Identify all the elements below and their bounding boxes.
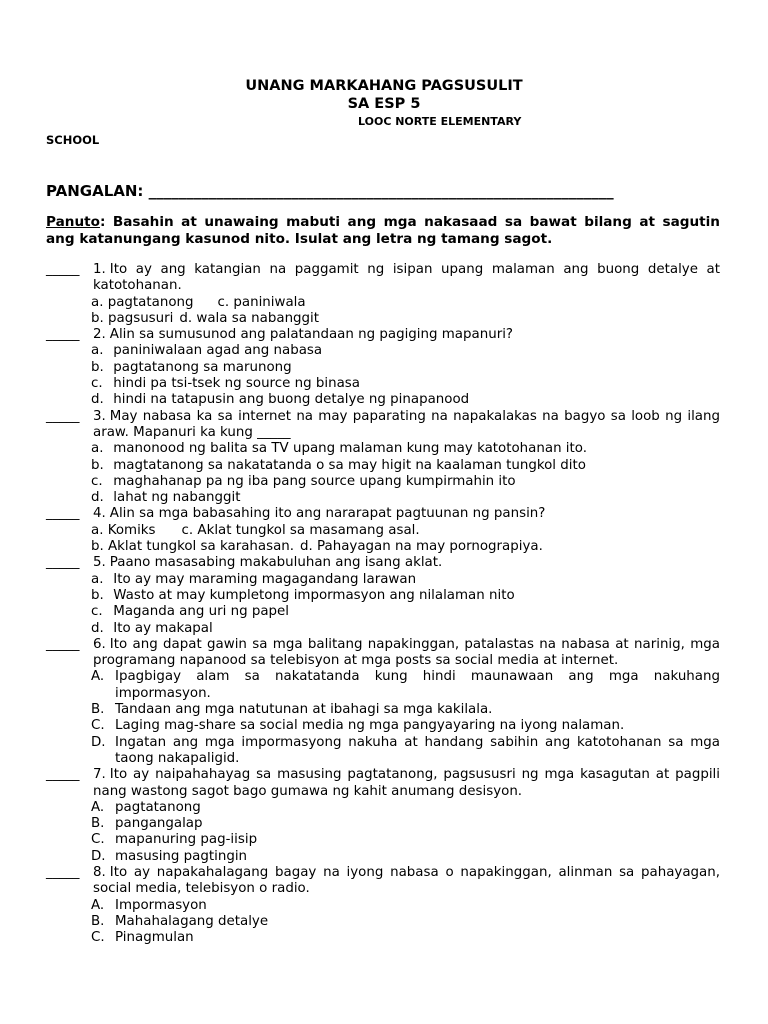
choice-text: pagtatanong [115,799,201,815]
choice-letter: c. [91,473,103,489]
answer-blank: _____ [46,636,80,652]
choice-text: lahat ng nabanggit [113,490,241,506]
instructions [46,214,720,248]
question-number: 3. [93,408,106,424]
question-item [46,327,720,408]
choice [46,376,720,392]
choice-text: manonood ng balita sa TV upang malaman kung may katotohanan ito. [113,441,587,457]
question-item [46,262,720,327]
choice-letter: A. [91,799,105,815]
question-text: Ito ay napakahalagang bagay na iyong nabasa o napakinggan, alinman sa pahayagan, social media, telebisyon o radio. [93,864,720,897]
question-item [46,506,720,555]
choice-letter: b. [91,587,104,603]
choice-letter: B. [91,816,105,832]
name-field: PANGALAN: ______________________________________________________________ [46,182,614,200]
choice [46,669,720,702]
question-text: Ito ang dapat gawin sa mga balitang napakinggan, patalastas na nabasa at narinig, mga programang napanood sa telebisyon at mga posts sa social media at internet. [93,636,720,669]
choice-text: Laging mag-share sa social media ng mga pangyayaring na iyong nalaman. [115,718,625,734]
choice-text: Pinagmulan [115,930,194,946]
choice-text: magtatanong sa nakatatanda o sa may higit na kaalaman tungkol dito [113,457,586,473]
choice-text: pangangalap [115,816,203,832]
choice-text: pagtatanong sa marunong [113,359,292,375]
choice: d. wala sa nabanggit [179,310,320,326]
choice [46,572,720,588]
choice [46,604,720,620]
choice-text: Maganda ang uri ng papel [113,604,290,620]
choice [46,343,720,359]
question-stem [46,865,720,898]
question-number: 4. [93,506,106,522]
choice [46,702,720,718]
instructions-text: : Basahin at unawaing mabuti ang mga nakasaad sa bawat bilang at sagutin ang katanungang kasunod nito. Isulat ang letra ng tamang sagot. [46,214,720,247]
choice [46,441,720,457]
choice-row [46,295,720,311]
question-text: Alin sa sumusunod ang palatandaan ng pagiging mapanuri? [109,327,514,343]
choice-letter: B. [91,913,105,929]
answer-blank: _____ [46,506,80,522]
choice-letter: d. [91,392,104,408]
question-text: May nabasa ka sa internet na may paparating na napakalakas na bagyo sa loob ng ilang araw. Mapanuri ka kung _____ [93,408,720,440]
choice-letter: a. [91,343,104,359]
choice: c. paniniwala [217,294,306,310]
choice-text: Ito ay may maraming magagandang larawan [113,571,417,587]
question-text: Ito ay naipahahayag sa masusing pagtatanong, pagsususri ng mga kasagutan at pagpili nang wastong sagot bago gumawa ng kahit anumang desisyon. [93,767,720,799]
choice-text: maghahanap pa ng iba pang source upang kumpirmahin ito [113,473,516,489]
answer-blank: _____ [46,767,80,783]
choice-text: Tandaan ang mga natutunan at ibahagi sa mga kakilala. [115,702,493,718]
question-number: 6. [93,636,106,652]
question-stem [46,262,720,295]
choice [46,914,720,930]
choice-text: masusing pagtingin [115,848,248,864]
question-stem [46,767,720,800]
choice-letter: c. [91,604,103,620]
choice-text: Ito ay makapal [113,620,213,636]
choice [46,832,720,848]
question-item [46,637,720,767]
choice [46,621,720,637]
answer-blank: _____ [46,262,80,277]
choice: a. pagtatanong [91,294,194,310]
choice-letter: a. [91,441,104,457]
exam-title: UNANG MARKAHANG PAGSUSULIT [245,78,523,94]
choice: d. Pahayagan na may pornograpiya. [300,539,543,555]
question-number: 2. [93,327,106,343]
question-text: Ito ay ang katangian na paggamit ng isipan upang malaman ang buong detalye at katotohanan. [93,262,720,294]
choice-text: paniniwalaan agad ang nabasa [113,343,323,359]
school-label: SCHOOL [46,133,100,147]
choice [46,392,720,408]
question-item [46,767,720,865]
choice [46,588,720,604]
choice: b. Aklat tungkol sa karahasan. [91,539,295,555]
answer-blank: _____ [46,408,80,424]
choice-text: Wasto at may kumpletong impormasyon ang nilalaman nito [113,587,515,603]
choice [46,898,720,914]
choice [46,816,720,832]
choice [46,474,720,490]
choice [46,718,720,734]
choice-row [46,311,720,327]
choice-letter: C. [91,718,105,734]
answer-blank: _____ [46,327,80,343]
choice [46,800,720,816]
question-text: Paano masasabing makabuluhan ang isang aklat. [109,555,443,571]
choice-text: Ipagbigay alam sa nakatatanda kung hindi maunawaan ang mga nakuhang impormasyon. [115,669,720,701]
question-stem [46,637,720,670]
choice [46,490,720,506]
question-number: 7. [93,767,106,783]
answer-blank: _____ [46,864,80,880]
choice-letter: b. [91,457,104,473]
question-number: 8. [93,864,106,880]
school-name: LOOC NORTE ELEMENTARY [358,115,522,128]
choice-letter: b. [91,359,104,375]
question-number: 1. [93,262,106,277]
choice-letter: B. [91,702,105,718]
choice-letter: d. [91,620,104,636]
question-stem [46,506,720,522]
choice-text: Impormasyon [115,897,207,913]
choice-text: hindi na tatapusin ang buong detalye ng pinapanood [113,392,470,408]
choice-letter: D. [91,848,106,864]
question-stem [46,555,720,571]
question-stem [46,409,720,442]
choice: a. Komiks [91,522,156,538]
question-list [46,262,720,946]
exam-subtitle: SA ESP 5 [347,96,421,112]
question-item [46,865,720,946]
choice [46,930,720,946]
question-item [46,409,720,507]
question-stem [46,327,720,343]
choice-text: Mahahalagang detalye [115,913,269,929]
choice: c. Aklat tungkol sa masamang asal. [181,522,420,538]
choice-letter: d. [91,490,104,506]
choice-letter: a. [91,571,104,587]
choice-letter: D. [91,734,106,750]
choice-text: Ingatan ang mga impormasyong nakuha at handang sabihin ang katotohanan sa mga taong nakapaligid. [115,734,720,766]
choice-text: mapanuring pag-iisip [115,832,258,848]
question-item [46,555,720,636]
choice-text: hindi pa tsi-tsek ng source ng binasa [113,376,360,392]
choice [46,849,720,865]
choice-row [46,523,720,539]
choice [46,735,720,768]
question-text: Alin sa mga babasahing ito ang nararapat pagtuunan ng pansin? [109,506,546,522]
choice-letter: c. [91,376,103,392]
choice-row [46,539,720,555]
choice [46,360,720,376]
instructions-label: Panuto [46,214,100,230]
choice-letter: C. [91,832,105,848]
answer-blank: _____ [46,555,80,571]
choice-letter: A. [91,669,105,685]
choice: b. pagsusuri [91,310,174,326]
question-number: 5. [93,555,106,571]
choice-letter: A. [91,897,105,913]
choice [46,458,720,474]
choice-letter: C. [91,930,105,946]
